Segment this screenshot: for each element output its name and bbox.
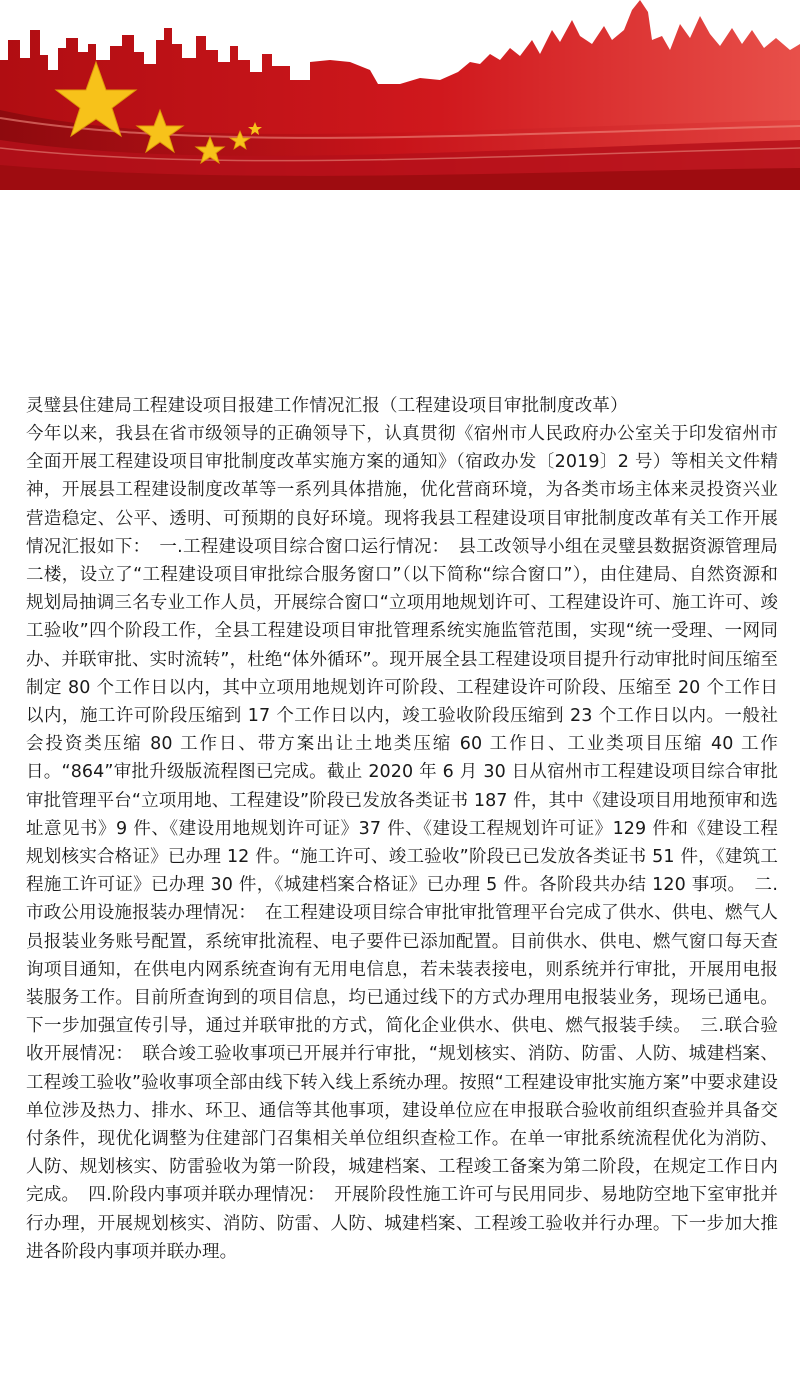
document <box>26 392 778 1266</box>
document-body: 今年以来，我县在省市级领导的正确领导下，认真贯彻《宿州市人民政府办公室关于印发宿州市全面开展工程建设项目审批制度改革实施方案的通知》（宿政办发〔2019〕2 号）等相关文件精神，开展县工程建设制度改革等一系列具体措施，优化营商环境，为各类市场主体来灵投资兴业营造稳定、公平、透明、可预期的良好环境。现将我县工程建设项目审批制度改革有关工作开展情况汇报如下： 一.工程建设项目综合窗口运行情况： 县工改领导小组在灵璧县数据资源管理局二楼，设立了“工程建设项目审批综合服务窗口”（以下简称“综合窗口”），由住建局、自然资源和规划局抽调三名专业工作人员，开展综合窗口“立项用地规划许可、工程建设许可、施工许可、竣工验收”四个阶段工作，全县工程建设项目审批管理系统实施监管范围，实现“统一受理、一网同办、并联审批、实时流转”，杜绝“体外循环”。现开展全县工程建设项目提升行动审批时间压缩至制定 80 个工作日以内，其中立项用地规划许可阶段、工程建设许可阶段、压缩至 20 个工作日以内，施工许可阶段压缩到 17 个工作日以内，竣工验收阶段压缩到 23 个工作日以内。一般社会投资类压缩 80 工作日、带方案出让土地类压缩 60 工作日、工业类项目压缩 40 工作日。“864”审批升级版流程图已完成。截止 2020 年 6 月 30 日从宿州市工程建设项目综合审批审批管理平台“立项用地、工程建设”阶段已发放各类证书 187 件，其中《建设项目用地预审和选址意见书》9 件、《建设用地规划许可证》37 件、《建设工程规划许可证》129 件和《建设工程规划核实合格证》已办理 12 件。“施工许可、竣工验收”阶段已已发放各类证书 51 件，《建筑工程施工许可证》已办理 30 件，《城建档案合格证》已办理 5 件。各阶段共办结 120 事项。 二.市政公用设施报装办理情况： 在工程建设项目综合审批审批管理平台完成了供水、供电、燃气人员报装业务账号配置，系统审批流程、电子要件已添加配置。目前供水、供电、燃气窗口每天查询项目通知，在供电内网系统查询有无用电信息，若未装表接电，则系统并行审批，开展用电报装服务工作。目前所查询到的项目信息，均已通过线下的方式办理用电报装业务，现场已通电。下一步加强宣传引导，通过并联审批的方式，简化企业供水、供电、燃气报装手续。 三.联合验收开展情况： 联合竣工验收事项已开展并行审批，“规划核实、消防、防雷、人防、城建档案、工程竣工验收”验收事项全部由线下转入线上系统办理。按照“工程建设审批实施方案”中要求建设单位涉及热力、排水、环卫、通信等其他事项，建设单位应在申报联合验收前组织查验并具备交付条件，现优化调整为住建部门召集相关单位组织查检工作。在单一审批系统流程优化为消防、人防、规划核实、防雷验收为第一阶段，城建档案、工程竣工备案为第二阶段，在规定工作日内完成。 四.阶段内事项并联办理情况： 开展阶段性施工许可与民用同步、易地防空地下室审批并行办理，开展规划核实、消防、防雷、人防、城建档案、工程竣工验收并行办理。下一步加大推进各阶段内事项并联办理。 <box>26 424 778 1262</box>
skyline-illustration <box>0 0 800 190</box>
document-title: 灵璧县住建局工程建设项目报建工作情况汇报（工程建设项目审批制度改革） <box>26 396 628 416</box>
header-banner <box>0 0 800 190</box>
